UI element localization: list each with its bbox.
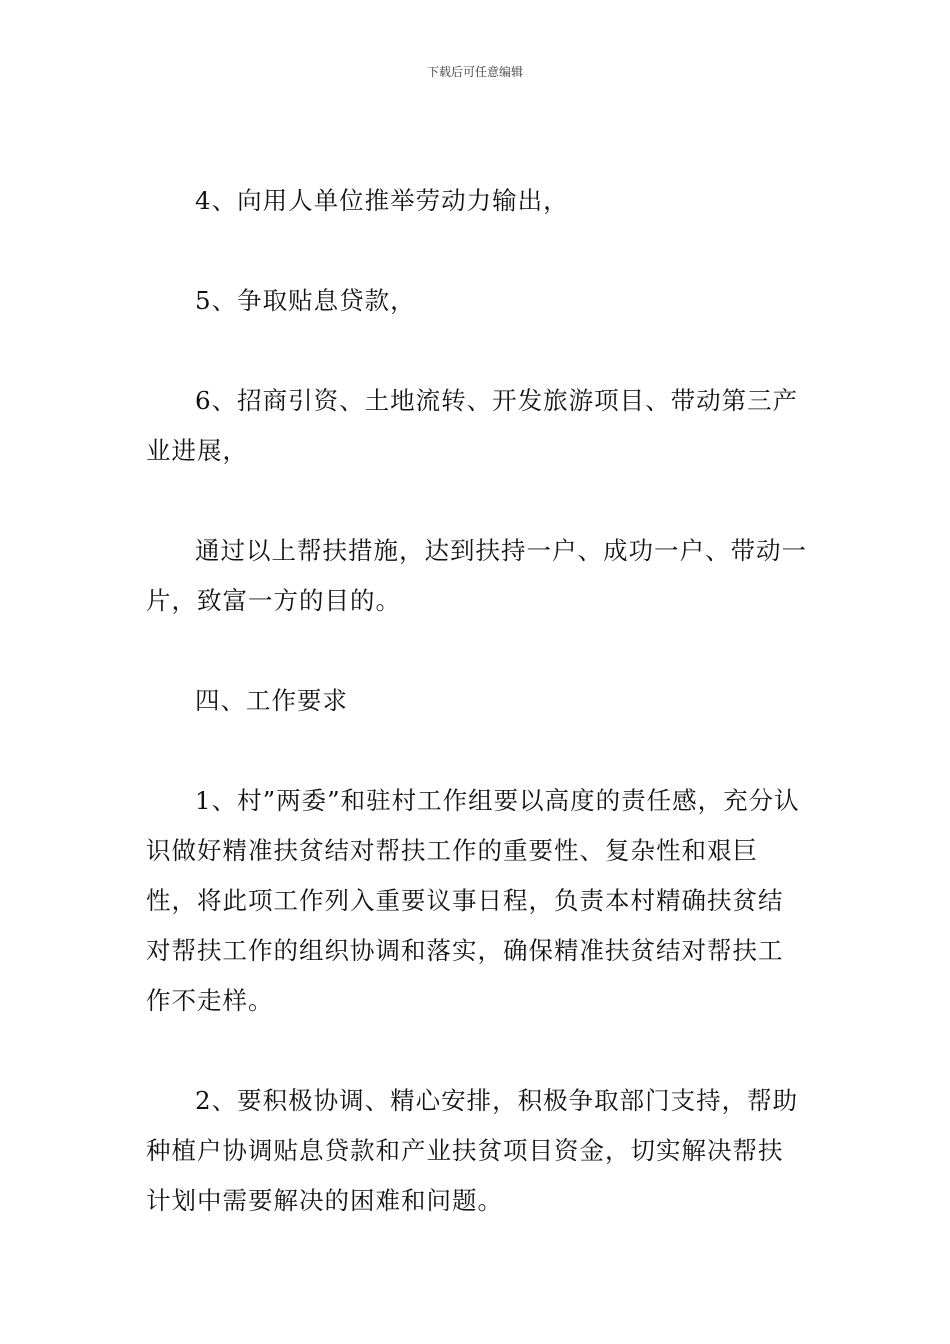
document-body — [146, 176, 808, 1226]
requirement-item-2: 2、要积极协调、精心安排，积极争取部门支持，帮助种植户协调贴息贷款和产业扶贫项目资金，切实解决帮扶计划中需要解决的困难和问题。 — [146, 1086, 799, 1215]
paragraph-item-6: 6、招商引资、土地流转、开发旅游项目、带动第三产业进展， — [146, 386, 799, 465]
paragraph-gap — [146, 626, 808, 676]
paragraph-gap — [146, 476, 808, 526]
paragraph-gap — [146, 726, 808, 776]
section-heading: 四、工作要求 — [195, 686, 348, 715]
paragraph-item-4: 4、向用人单位推举劳动力输出， — [195, 186, 569, 215]
paragraph-summary: 通过以上帮扶措施，达到扶持一户、成功一户、带动一片，致富一方的目的。 — [146, 536, 807, 615]
paragraph-gap — [146, 226, 808, 276]
page-header-note: 下载后可任意编辑 — [426, 65, 523, 79]
paragraph-item-5: 5、争取贴息贷款， — [195, 286, 416, 315]
paragraph-gap — [146, 326, 808, 376]
requirement-item-1: 1、村”两委”和驻村工作组要以高度的责任感，充分认识做好精准扶贫结对帮扶工作的重要性、复杂性和艰巨性，将此项工作列入重要议事日程，负责本村精确扶贫结对帮扶工作的组织协调和落实，确保精准扶贫结对帮扶工作不走样。 — [146, 786, 800, 1015]
paragraph-gap — [146, 1026, 808, 1076]
